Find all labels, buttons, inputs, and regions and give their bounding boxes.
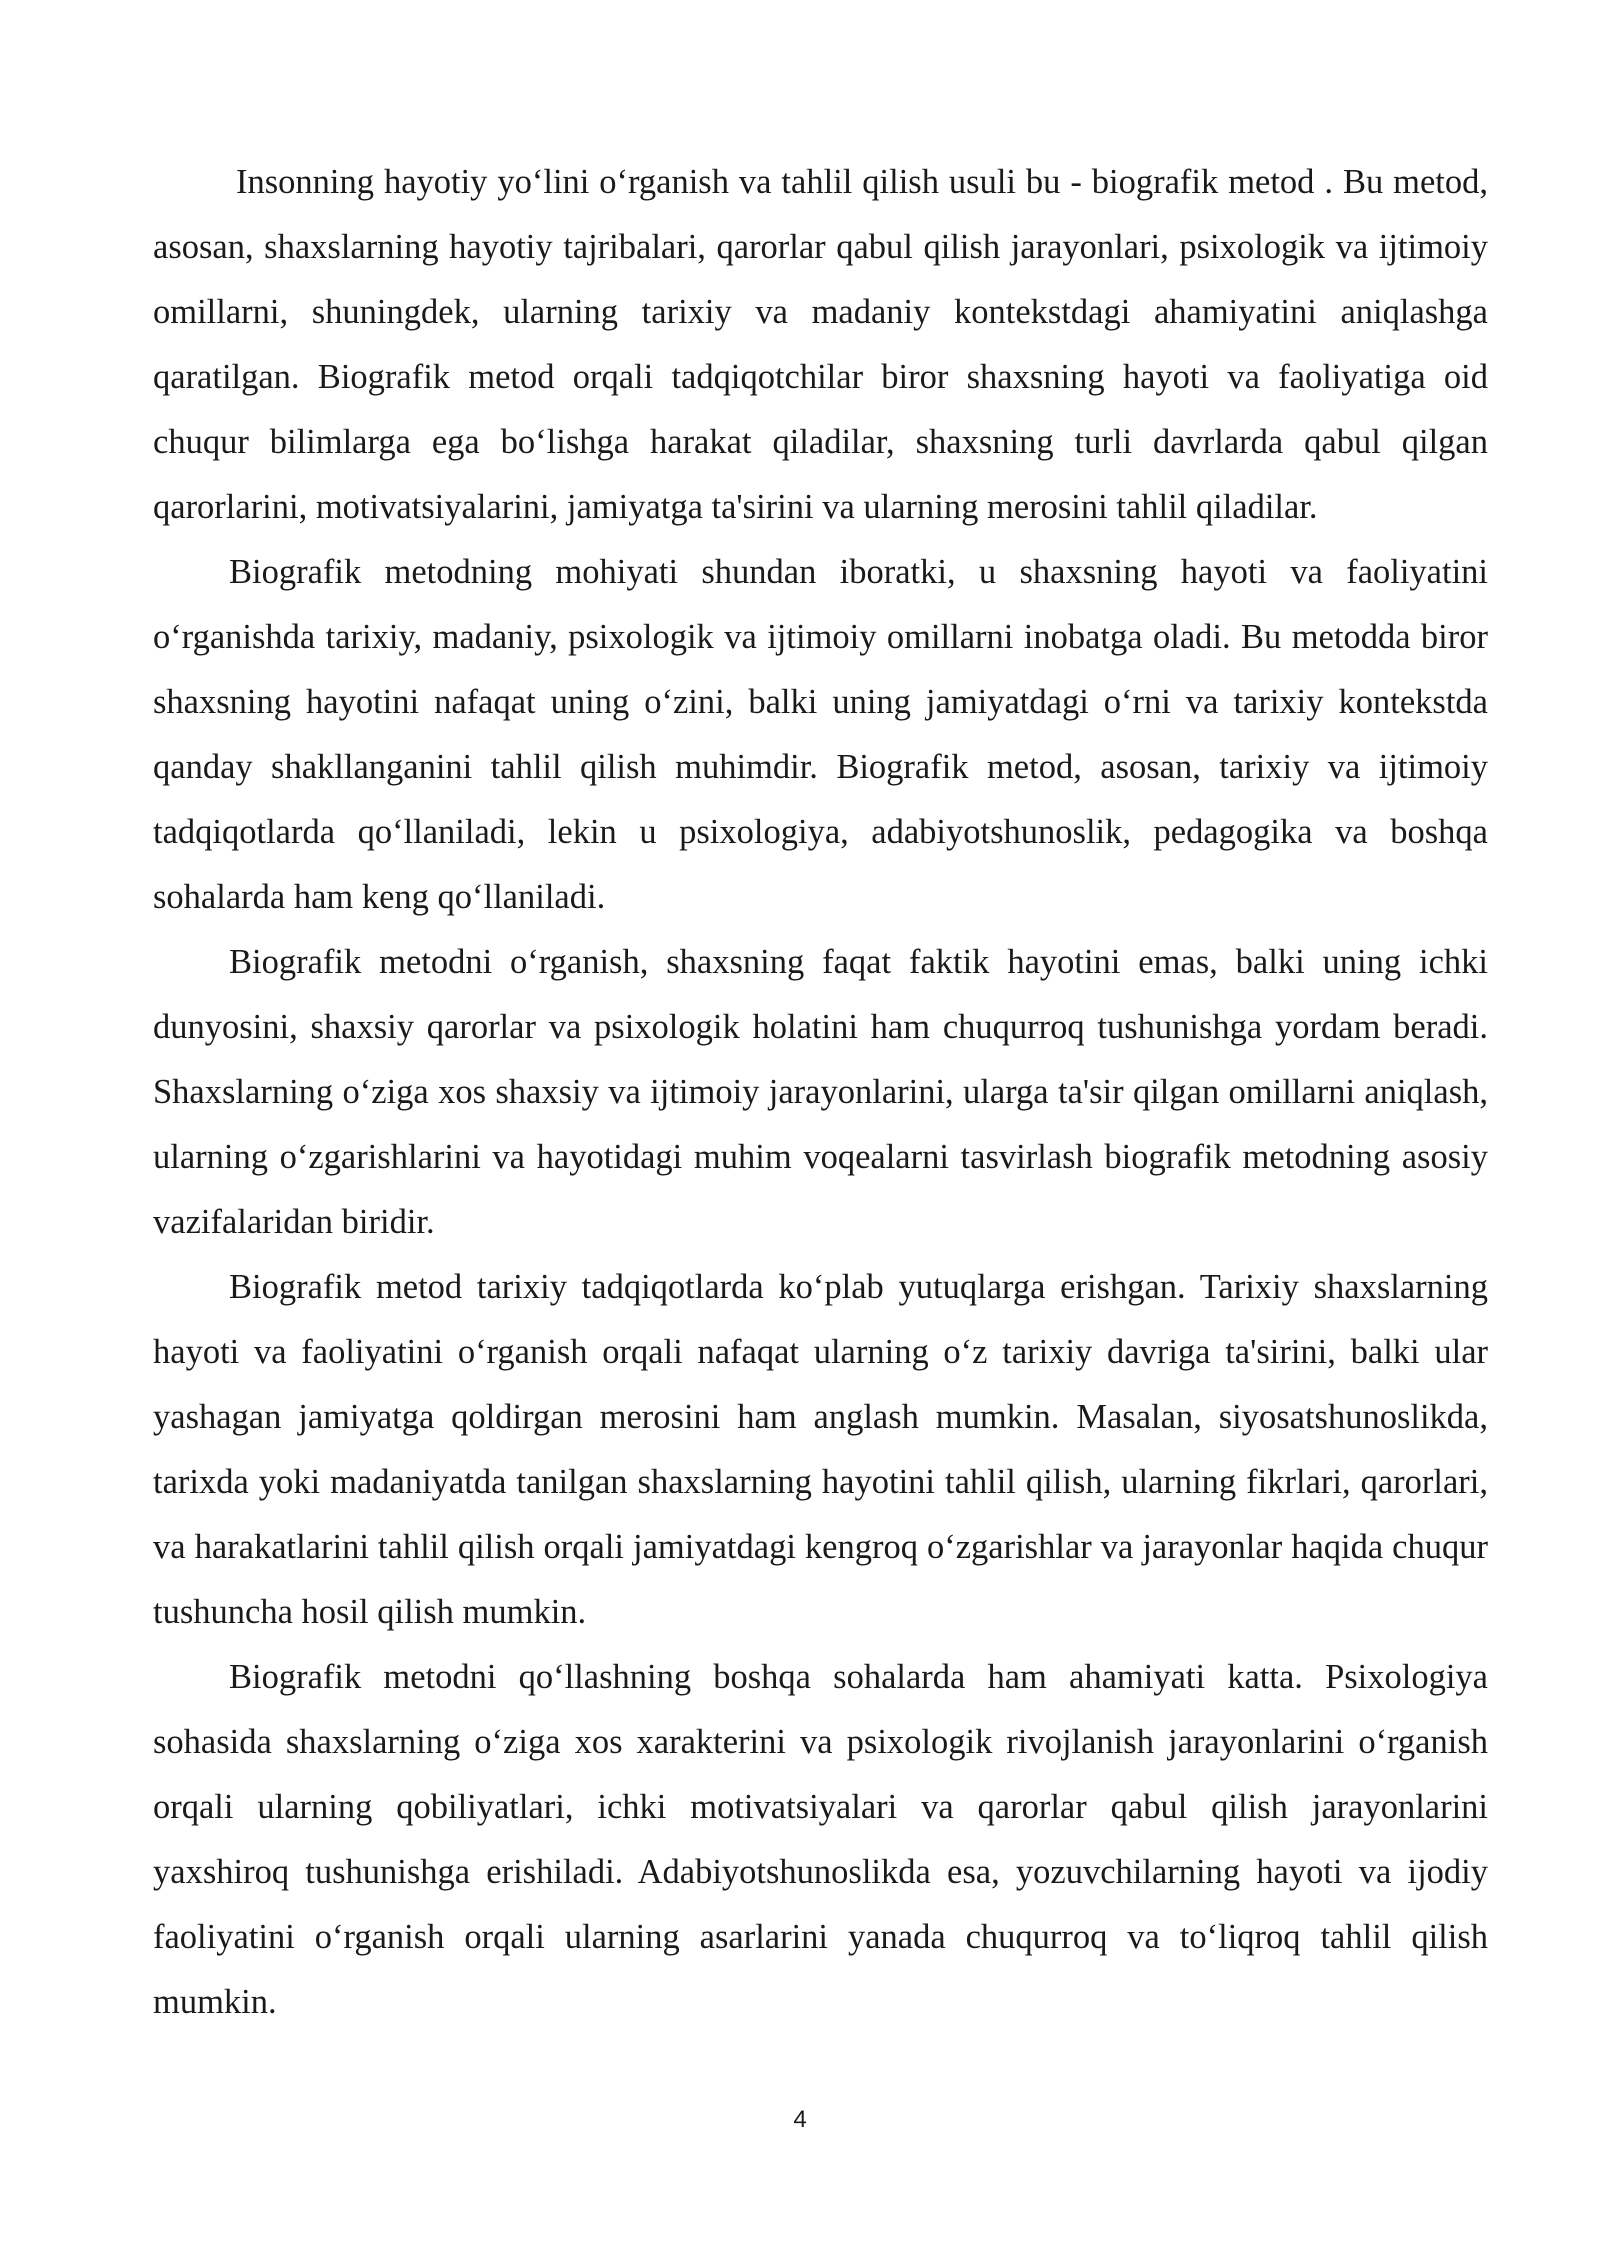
body-text — [153, 150, 1488, 2035]
paragraph-4: Biografik metod tarixiy tadqiqotlarda ko‘plab yutuqlarga erishgan. Tarixiy shaxslarning hayoti va faoliyatini o‘rganish orqali nafaqat ularning o‘z tarixiy davriga ta'sirini, balki ular yashagan jamiyatga qoldirgan merosini ham anglash mumkin. Masalan, siyosatshunoslikda, tarixda yoki madaniyatda tanilgan shaxslarning hayotini tahlil qilish, ularning fikrlari, qarorlari, va harakatlarini tahlil qilish orqali jamiyatdagi kengroq o‘zgarishlar va jarayonlar haqida chuqur tushuncha hosil qilish mumkin. — [153, 1268, 1488, 1631]
paragraph-5: Biografik metodni qo‘llashning boshqa sohalarda ham ahamiyati katta. Psixologiya sohasida shaxslarning o‘ziga xos xarakterini va psixologik rivojlanish jarayonlarini o‘rganish orqali ularning qobiliyatlari, ichki motivatsiyalari va qarorlar qabul qilish jarayonlarini yaxshiroq tushunishga erishiladi. Adabiyotshunoslikda esa, yozuvchilarning hayoti va ijodiy faoliyatini o‘rganish orqali ularning asarlarini yanada chuqurroq va to‘liqroq tahlil qilish mumkin. — [153, 1658, 1488, 2021]
page-number: 4 — [793, 2106, 807, 2133]
paragraph-1: Insonning hayotiy yo‘lini o‘rganish va tahlil qilish usuli bu - biografik metod . Bu metod, asosan, shaxslarning hayotiy tajribalari, qarorlar qabul qilish jarayonlari, psixologik va ijtimoiy omillarni, shuningdek, ularning tarixiy va madaniy kontekstdagi ahamiyatini aniqlashga qaratilgan. Biografik metod orqali tadqiqotchilar biror shaxsning hayoti va faoliyatiga oid chuqur bilimlarga ega bo‘lishga harakat qiladilar, shaxsning turli davrlarda qabul qilgan qarorlarini, motivatsiyalarini, jamiyatga ta'sirini va ularning merosini tahlil qiladilar. — [153, 163, 1488, 526]
paragraph-3: Biografik metodni o‘rganish, shaxsning faqat faktik hayotini emas, balki uning ichki dunyosini, shaxsiy qarorlar va psixologik holatini ham chuqurroq tushunishga yordam beradi. Shaxslarning o‘ziga xos shaxsiy va ijtimoiy jarayonlarini, ularga ta'sir qilgan omillarni aniqlash, ularning o‘zgarishlarini va hayotidagi muhim voqealarni tasvirlash biografik metodning asosiy vazifalaridan biridir. — [153, 943, 1488, 1241]
paragraph-2: Biografik metodning mohiyati shundan iboratki, u shaxsning hayoti va faoliyatini o‘rganishda tarixiy, madaniy, psixologik va ijtimoiy omillarni inobatga oladi. Bu metodda biror shaxsning hayotini nafaqat uning o‘zini, balki uning jamiyatdagi o‘rni va tarixiy kontekstda qanday shakllanganini tahlil qilish muhimdir. Biografik metod, asosan, tarixiy va ijtimoiy tadqiqotlarda qo‘llaniladi, lekin u psixologiya, adabiyotshunoslik, pedagogika va boshqa sohalarda ham keng qo‘llaniladi. — [153, 553, 1488, 916]
